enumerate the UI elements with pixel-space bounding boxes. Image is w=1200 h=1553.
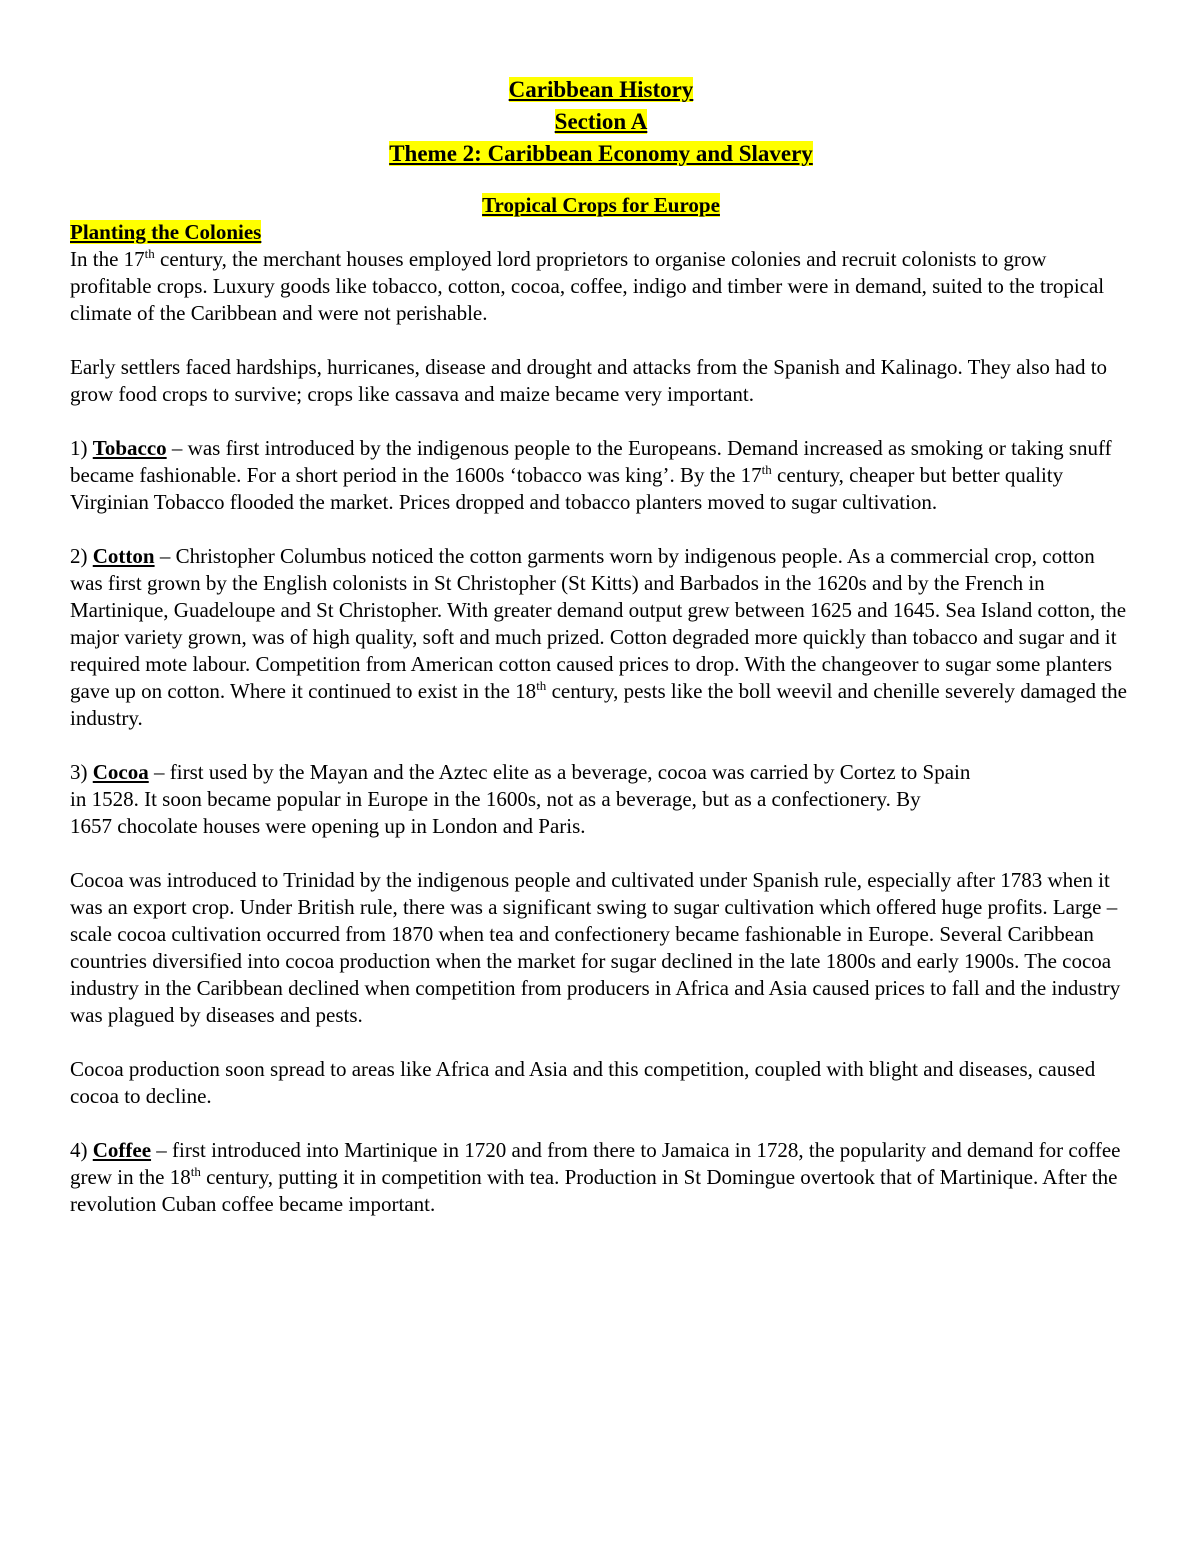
cocoa-paragraph-1 — [70, 759, 1132, 840]
cotton-paragraph — [70, 543, 1132, 732]
cocoa-keyword: Cocoa — [92, 760, 149, 784]
cotton-sup: th — [536, 678, 547, 693]
title-line-1: Caribbean History — [508, 77, 694, 102]
tobacco-text-2: century, cheaper but better quality Virginian Tobacco flooded the market. Prices dropped and tobacco planters moved to sugar cultivation. — [70, 463, 1064, 514]
doc-theme — [70, 138, 1132, 170]
cocoa-text-3: 1657 chocolate houses were opening up in London and Paris. — [70, 814, 586, 838]
tobacco-paragraph — [70, 435, 1132, 516]
coffee-keyword: Coffee — [92, 1138, 152, 1162]
doc-title — [70, 74, 1132, 106]
tobacco-keyword: Tobacco — [92, 436, 167, 460]
cotton-text-1: – Christopher Columbus noticed the cotton garments worn by indigenous people. As a commercial crop, cotton was first grown by the English colonists in St Christopher (St Kitts) and Barbados in the 1620s and by the French in Martinique, Guadeloupe and St Christopher. With greater demand output grew between 1625 and 1645. Sea Island cotton, the major variety grown, was of high quality, soft and much prized. Cotton degraded more quickly than tobacco and sugar and it required mote labour. Competition from American cotton caused prices to drop. With the changeover to sugar some planters gave up on cotton. Where it continued to exist in the 18 — [70, 544, 1127, 703]
section-heading — [70, 219, 1132, 246]
cocoa-paragraph-3: Cocoa production soon spread to areas like Africa and Asia and this competition, coupled with blight and diseases, caused cocoa to decline. — [70, 1057, 1096, 1108]
cocoa-text-2: in 1528. It soon became popular in Europe in the 1600s, not as a beverage, but as a confectionery. By — [70, 787, 921, 811]
coffee-text-2: century, putting it in competition with tea. Production in St Domingue overtook that of Martinique. After the revolution Cuban coffee became important. — [70, 1165, 1118, 1216]
doc-section — [70, 106, 1132, 138]
intro-paragraph-1 — [70, 246, 1132, 327]
cotton-keyword: Cotton — [92, 544, 155, 568]
section-heading-text: Planting the Colonies — [70, 220, 262, 244]
subheading-text: Tropical Crops for Europe — [482, 193, 720, 217]
cotton-number: 2) — [70, 544, 93, 568]
cocoa-text-1: – first used by the Mayan and the Aztec elite as a beverage, cocoa was carried by Cortez to Spain — [148, 760, 971, 784]
title-line-3: Theme 2: Caribbean Economy and Slavery — [389, 141, 813, 166]
cotton-text-2: century, pests like the boll weevil and chenille severely damaged the industry. — [70, 679, 1127, 730]
coffee-text-1: – first introduced into Martinique in 1720 and from there to Jamaica in 1728, the popularity and demand for coffee grew in the 18 — [70, 1138, 1121, 1189]
cocoa-number: 3) — [70, 760, 93, 784]
intro-p1-end: century, the merchant houses employed lord proprietors to organise colonies and recruit colonists to grow profitable crops. Luxury goods like tobacco, cotton, cocoa, coffee, indigo and timber were in demand, suited to the tropical climate of the Caribbean and were not perishable. — [70, 247, 1105, 325]
cocoa-paragraph-2: Cocoa was introduced to Trinidad by the indigenous people and cultivated under Spanish rule, especially after 1783 when it was an export crop. Under British rule, there was a significant swing to sugar cultivation which offered huge profits. Large – scale cocoa cultivation occurred from 1870 when tea and confectionery became fashionable in Europe. Several Caribbean countries diversified into cocoa production when the market for sugar declined in the late 1800s and early 1900s. The cocoa industry in the Caribbean declined when competition from producers in Africa and Asia caused prices to fall and the industry was plagued by diseases and pests. — [70, 868, 1121, 1027]
title-line-2: Section A — [554, 109, 648, 134]
subheading — [70, 192, 1132, 219]
tobacco-number: 1) — [70, 436, 93, 460]
tobacco-sup: th — [761, 462, 772, 477]
coffee-paragraph — [70, 1137, 1132, 1218]
coffee-number: 4) — [70, 1138, 93, 1162]
coffee-sup: th — [190, 1164, 201, 1179]
intro-paragraph-2: Early settlers faced hardships, hurricanes, disease and drought and attacks from the Spanish and Kalinago. They also had to grow food crops to survive; crops like cassava and maize became very important. — [70, 355, 1108, 406]
intro-p1-sup: th — [144, 246, 155, 261]
intro-p1-start: In the 17 — [70, 247, 145, 271]
tobacco-text-1: – was first introduced by the indigenous people to the Europeans. Demand increased as smoking or taking snuff became fashionable. For a short period in the 1600s ‘tobacco was king’. By the 17 — [70, 436, 1112, 487]
document-body — [70, 74, 1132, 1218]
